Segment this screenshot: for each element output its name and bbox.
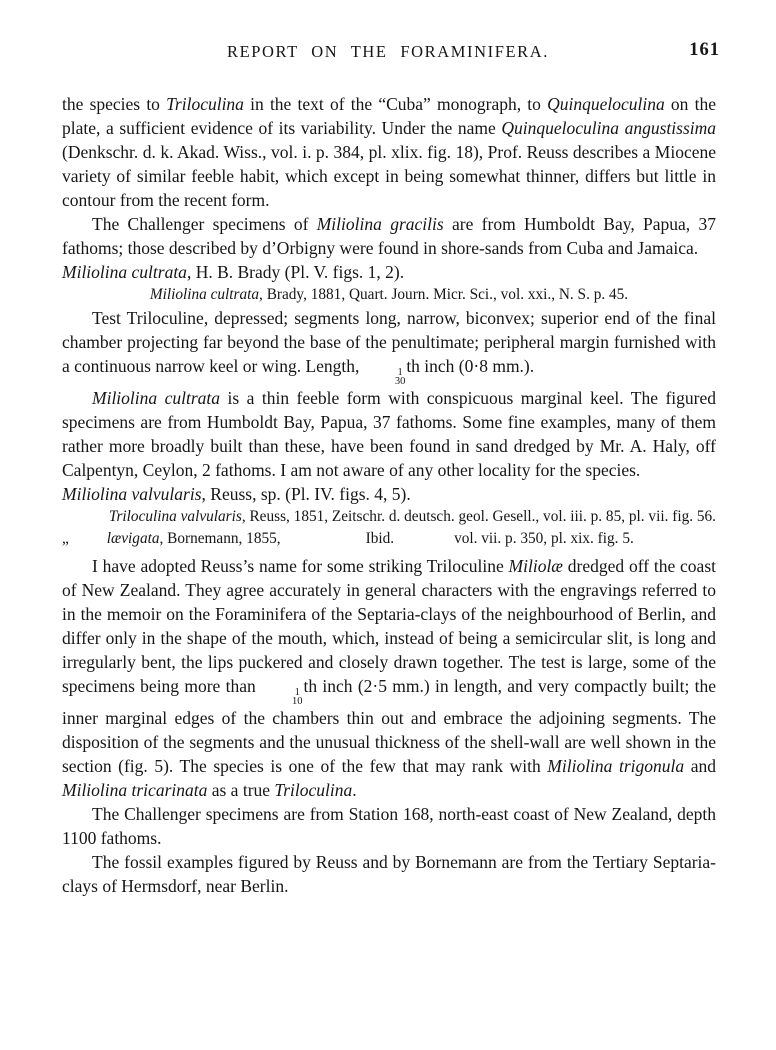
text-run: th inch (2·5 mm.) in length, and very compactly built; the inner marginal edges of the chambers thin out and embrace the adjoining segments. The disposition of the segments and the unusual thickness of the shell-wall are well shown in the section (fig. 5). The species is one of the few that may rank with [62,676,716,777]
text-run: „ [62,530,69,548]
italic-text-run: Miliolina trigonula [547,756,685,777]
text-run: , Reuss, 1851, Zeitschr. d. deutsch. geol. Gesell., vol. iii. p. 85, pl. vii. fig. 56. [241,508,716,526]
paragraph-fossil-examples [62,850,716,898]
text-run: in the text of the “Cuba” monograph, to [243,94,548,114]
page-number: 161 [689,40,720,60]
stacked-fraction: 1 10 [292,687,303,708]
citation-block-valvularis [62,506,716,550]
italic-text-run: Miliolina tricarinata [62,780,208,801]
text-run: , Bornemann, 1855, [159,530,281,548]
text-run: The Challenger specimens of [92,214,317,234]
italic-text-run: Triloculina [166,94,244,114]
italic-text-run: Miliolæ [508,556,563,577]
italic-text-run: Miliolina cultrata [149,286,260,303]
italic-text-run: Quinqueloculina angustissima [501,118,716,138]
italic-text-run: Miliolina cultrata [62,262,187,282]
italic-text-run: Quinqueloculina [547,94,665,114]
paragraph-species-variability [62,92,716,212]
text-run: , H. B. Brady (Pl. V. figs. 1, 2). [186,262,405,282]
running-head-title: REPORT ON THE FORAMINIFERA. [226,42,550,61]
text-run: The fossil examples figured by Reuss and by Bornemann are from the Tertiary Septaria-clays of Hermsdorf, near Berlin. [62,852,716,897]
paragraph-station-168 [62,802,716,850]
species-heading-miliolina-valvularis [62,482,716,506]
text-run: and [684,756,716,777]
text-run: . [352,780,357,801]
italic-text-run: Triloculina valvularis [108,508,242,526]
text-run: I have adopted Reuss’s name for some striking Triloculine [92,556,509,577]
text-run: th inch (0·8 mm.). [406,356,535,376]
species-heading-miliolina-cultrata [62,260,716,284]
citation-column-gap [394,542,454,543]
text-run: are from Humboldt Bay, Papua, 37 fathoms; those described by d’Orbigny were found in shore-sands from Cuba and Jamaica. [62,214,716,258]
running-header [0,0,776,68]
citation-triloculina-valvularis [62,506,716,528]
stacked-fraction: 1 30 [394,367,406,388]
italic-text-run: lævigata [106,530,160,548]
text-run: the species to [62,94,167,114]
citation-column-gap [69,542,107,543]
text-run: Test Triloculine, depressed; segments long, narrow, biconvex; superior end of the final chamber projecting far beyond the base of the penultimate; peripheral margin furnished with a continuous narrow keel or wing. Length, [62,308,716,376]
citation-triloculina-laevigata [62,528,716,550]
text-run: , Brady, 1881, Quart. Journ. Micr. Sci., vol. xxi., N. S. p. 45. [259,286,629,303]
text-run: , Reuss, sp. (Pl. IV. figs. 4, 5). [201,484,411,505]
text-run: vol. vii. p. 350, pl. xix. fig. 5. [454,530,634,548]
paragraph-cultrata-localities [62,386,716,482]
text-run: on the plate, a sufficient evidence of its variability. Under the name [62,94,717,138]
paragraph-challenger-gracilis [62,212,716,260]
text-run: (Denkschr. d. k. Akad. Wiss., vol. i. p. 384, pl. xlix. fig. 18), Prof. Reuss describes a Miocene variety of similar feeble habit, which except in being somewhat thinner, differs but little in contour from the recent form. [62,142,716,210]
page-content [62,92,716,898]
italic-text-run: Miliolina valvularis [62,484,202,505]
citation-column-gap [281,542,366,543]
italic-text-run: Miliolina cultrata [92,388,221,409]
text-run: is a thin feeble form with conspicuous marginal keel. The figured specimens are from Humboldt Bay, Papua, 37 fathoms. Some fine examples, many of them rather more broadly built than these, have been found in sand dredged by Mr. A. Haly, off Calpentyn, Ceylon, 2 fathoms. I am not aware of any other locality for the species. [62,388,716,481]
text-run: The Challenger specimens are from Station 168, north-east coast of New Zealand, depth 1100 fathoms. [62,804,716,849]
paragraph-test-description [62,306,716,386]
text-run: as a true [207,780,275,801]
italic-text-run: Miliolina gracilis [316,214,444,234]
italic-text-run: Triloculina [274,780,353,801]
citation-miliolina-cultrata [62,284,716,306]
text-run: dredged off the coast of New Zealand. They agree accurately in general characters with the engravings referred to in the memoir on the Foraminifera of the Septaria-clays of the neighbourhood of Berlin, and differ only in the shape of the mouth, which, instead of being a semicircular slit, is long and irregularly bent, the lips puckered and closely drawn together. The test is large, some of the specimens being more than [62,556,716,697]
paragraph-reuss-name-adopted [62,554,716,802]
text-run: Ibid. [365,530,395,548]
